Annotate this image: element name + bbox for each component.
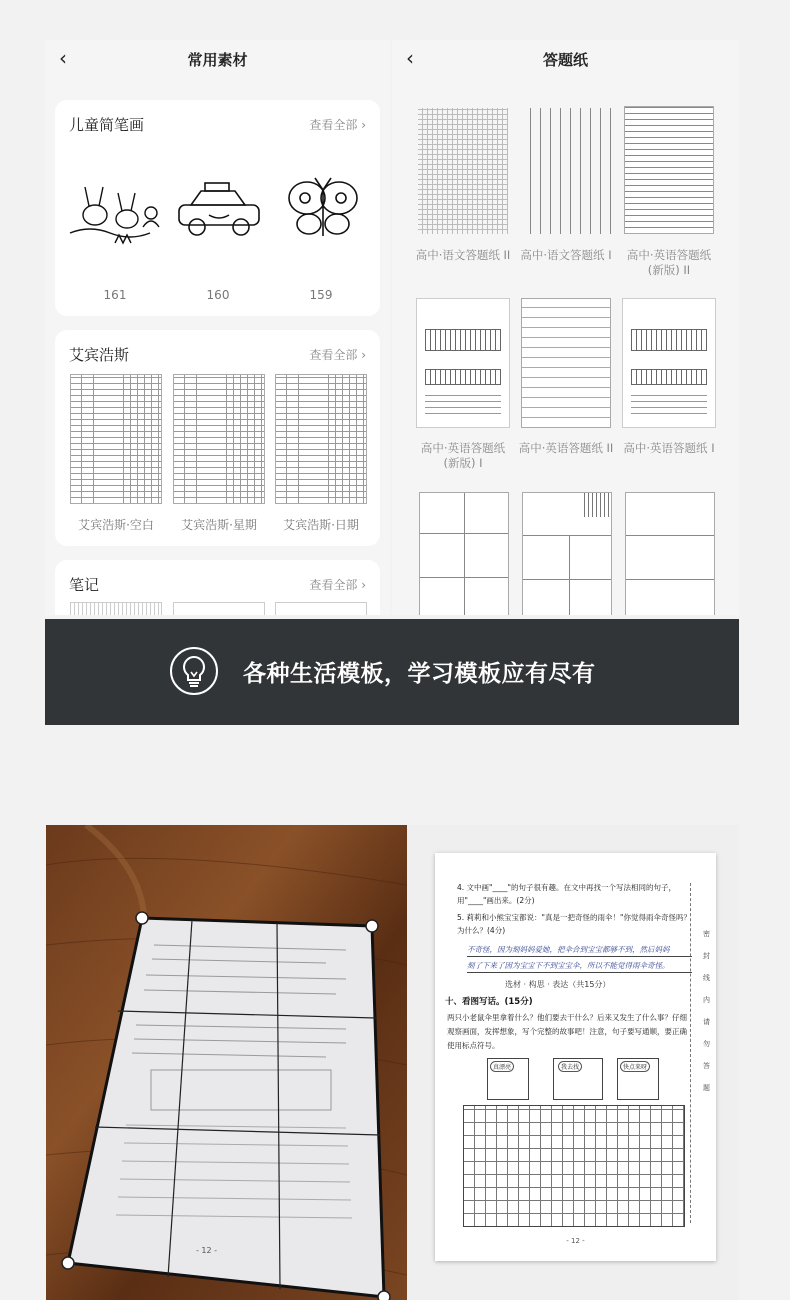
answer-sheet-label: 高中·语文答题纸 I	[520, 248, 612, 262]
seal-line-text: 密 封 线 内 请 勿 答 题	[703, 930, 710, 1092]
answer-sheet-thumbnail[interactable]	[625, 492, 715, 615]
view-all-link[interactable]: 查看全部 ›	[309, 578, 366, 592]
writing-prompt: 两只小老鼠伞里拿着什么？他们要去干什么？后来又发生了什么事？仔细观察画面，发挥想象，写个完整的故事吧！注意，句子要写通顺，要正确使用标点符号。	[447, 1013, 687, 1050]
back-arrow-icon[interactable]: ‹	[59, 46, 67, 70]
item-label: 159	[309, 288, 333, 302]
item-label: 艾宾浩斯·星期	[181, 518, 257, 532]
answer-sheet-header	[392, 40, 739, 78]
scan-page-number: - 12 -	[566, 1237, 585, 1245]
answer-sheet-label: 高中·英语答题纸 (新版) I	[420, 441, 506, 470]
materials-title: 常用素材	[187, 51, 248, 69]
answer-sheet-thumbnail[interactable]	[622, 298, 716, 428]
feature-banner	[45, 619, 739, 725]
answer-sheet-label: 高中·语文答题纸 II	[415, 248, 511, 262]
seal-line	[690, 883, 692, 1223]
wood-table-photo	[46, 825, 407, 1300]
section-card-ebbinghaus	[55, 330, 380, 546]
notes-thumbnail[interactable]	[275, 602, 367, 615]
scanned-page	[435, 853, 716, 1261]
section-title: 笔记	[69, 576, 100, 594]
ebbinghaus-thumbnail[interactable]	[70, 374, 162, 504]
answer-sheet-thumbnail[interactable]	[416, 298, 510, 428]
notes-thumbnail[interactable]	[70, 602, 162, 615]
answer-sheet-label: 高中·英语答题纸 (新版) II	[626, 248, 712, 277]
item-label: 艾宾浩斯·日期	[283, 518, 359, 532]
section-title: 儿童简笔画	[69, 116, 145, 134]
answer-sheet-thumbnail[interactable]	[522, 492, 612, 615]
score-line: 选材 · 构思 · 表达（共15分）	[505, 980, 611, 989]
section-heading: 十、看图写话。(15分)	[445, 997, 533, 1007]
writing-grid	[463, 1105, 685, 1227]
section-card-drawings	[55, 100, 380, 316]
drawing-thumbnail[interactable]	[65, 175, 165, 245]
question-5: 5. 莉莉和小熊宝宝都说："真是一把奇怪的雨伞！"你觉得雨伞奇怪吗？为什么？(4分)	[457, 913, 691, 935]
item-label: 艾宾浩斯·空白	[78, 518, 154, 532]
view-all-link[interactable]: 查看全部 ›	[309, 348, 366, 362]
materials-header	[45, 40, 390, 78]
ebbinghaus-thumbnail[interactable]	[275, 374, 367, 504]
materials-panel	[45, 40, 390, 615]
answer-sheet-thumbnail[interactable]	[624, 106, 714, 234]
question-4: 4. 文中画"____"的句子很有趣。在文中再找一个写法相同的句子，用"____"画出来。(2分)	[457, 883, 676, 905]
answer-sheet-thumbnail[interactable]	[419, 492, 509, 615]
item-label: 160	[206, 288, 230, 302]
ebbinghaus-thumbnail[interactable]	[173, 374, 265, 504]
answer-sheet-thumbnail[interactable]	[521, 108, 611, 234]
drawing-thumbnail[interactable]	[173, 175, 265, 245]
illustration-panel: 我去找	[553, 1058, 603, 1100]
photo-page-number: - 12 -	[196, 1246, 218, 1255]
answer-sheet-thumbnail[interactable]	[521, 298, 611, 428]
notes-thumbnail[interactable]	[173, 602, 265, 615]
answer-sheet-thumbnail[interactable]	[418, 108, 508, 234]
answer-sheet-label: 高中·英语答题纸 I	[623, 441, 715, 455]
document-photo	[46, 825, 407, 1300]
section-title: 艾宾浩斯	[69, 346, 130, 364]
illustration-panel: 快点来呀	[617, 1058, 659, 1100]
banner-text: 各种生活模板，学习模板应有尽有	[243, 661, 596, 687]
view-all-link[interactable]: 查看全部 ›	[309, 118, 366, 132]
item-label: 161	[103, 288, 127, 302]
answer-sheet-panel	[392, 40, 739, 615]
answer-sheet-label: 高中·英语答题纸 II	[518, 441, 614, 455]
answer-sheet-title: 答题纸	[542, 51, 588, 69]
handwritten-answer-2: 刻了下来了因为宝宝下不到宝宝伞，所以不能觉得雨伞奇怪。	[467, 959, 692, 973]
drawing-thumbnail[interactable]	[283, 172, 363, 244]
lightbulb-icon	[169, 646, 219, 696]
back-arrow-icon[interactable]: ‹	[406, 46, 414, 70]
handwritten-answer-1: 不奇怪，因为刻妈妈爱她，把伞合到宝宝都够不到，然后妈妈	[467, 943, 692, 957]
illustration-panel: 真漂亮	[487, 1058, 529, 1100]
section-card-notes	[55, 560, 380, 615]
